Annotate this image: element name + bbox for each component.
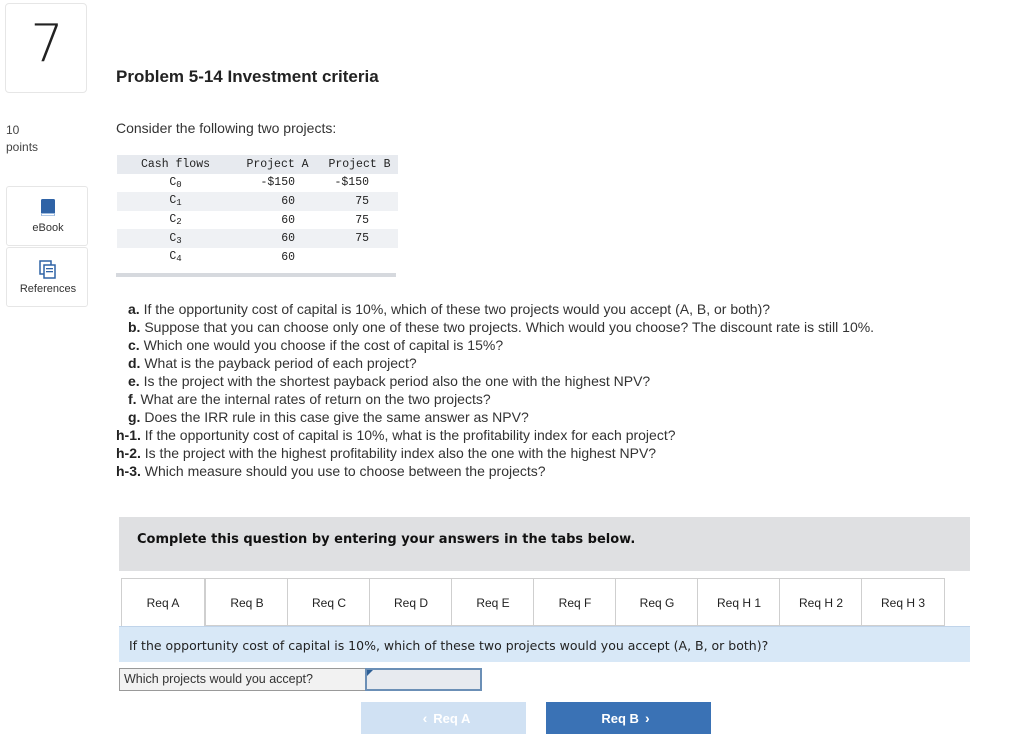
question-item: b. Suppose that you can choose only one of these two projects. Which would you choose? The discount rate is still 10%. [128, 319, 875, 335]
dropdown-indicator-icon [367, 670, 373, 676]
tab-req-h3[interactable]: Req H 3 [861, 578, 945, 626]
tab-req-f[interactable]: Req F [533, 578, 617, 626]
project-b-value: -$150 [334, 176, 369, 190]
previous-req-button[interactable] [361, 702, 526, 734]
question-item: d. What is the payback period of each project? [128, 355, 417, 371]
answer-label: Which projects would you accept? [119, 668, 366, 691]
book-icon [38, 198, 58, 218]
tab-req-e[interactable]: Req E [451, 578, 535, 626]
tab-req-a[interactable]: Req A [121, 578, 205, 627]
instructions-banner [119, 517, 970, 571]
question-item: e. Is the project with the shortest payback period also the one with the highest NPV? [128, 373, 651, 389]
ebook-button[interactable] [6, 186, 88, 246]
question-item: h-2. Is the project with the highest profitability index also the one with the highest NPV? [116, 445, 657, 461]
table-divider [116, 273, 396, 277]
question-number: 7 [30, 14, 64, 74]
points-value: 10 [6, 123, 20, 137]
table-row [117, 174, 398, 193]
points-info [6, 122, 38, 156]
previous-req-label: Req A [433, 711, 471, 726]
question-number-box [5, 3, 87, 93]
project-a-value: 60 [281, 250, 295, 264]
next-req-label: Req B [601, 711, 639, 726]
points-label: points [6, 140, 39, 154]
project-a-value: 60 [281, 232, 295, 246]
tab-prompt-panel [119, 626, 970, 662]
project-b-value [321, 248, 398, 267]
tab-req-h1[interactable]: Req H 1 [697, 578, 781, 626]
question-item: g. Does the IRR rule in this case give the same answer as NPV? [128, 409, 529, 425]
project-a-value: 60 [281, 213, 295, 227]
header-cash-flows: Cash flows [140, 157, 210, 171]
row-label: $C_4$ [169, 250, 182, 265]
question-item: h-1. If the opportunity cost of capital is 10%, what is the profitability index for each project? [116, 427, 676, 443]
table-row [117, 229, 398, 248]
header-project-a: Project A [246, 157, 309, 171]
question-item: f. What are the internal rates of return on the two projects? [128, 391, 491, 407]
row-label: $C_1$ [169, 194, 182, 209]
ebook-label: eBook [32, 222, 64, 234]
instructions-text: Complete this question by entering your answers in the tabs below. [137, 532, 636, 547]
chevron-right-icon: › [644, 710, 650, 726]
header-project-b: Project B [328, 157, 391, 171]
table-row [117, 248, 398, 267]
tab-req-b[interactable]: Req B [205, 578, 289, 626]
table-header-row [117, 155, 398, 174]
row-label: $C_0$ [169, 175, 182, 190]
answer-dropdown[interactable] [365, 668, 482, 691]
project-b-value: 75 [355, 232, 369, 246]
row-label: $C_3$ [169, 231, 182, 246]
next-req-button[interactable] [546, 702, 711, 734]
project-a-value: -$150 [260, 176, 295, 190]
table-row [117, 192, 398, 211]
problem-title: Problem 5-14 Investment criteria [116, 67, 379, 86]
tab-prompt-text: If the opportunity cost of capital is 10%, which of these two projects would you accept (A, B, or both)? [129, 638, 769, 653]
project-b-value: 75 [355, 194, 369, 208]
project-a-value: 60 [281, 194, 295, 208]
chevron-left-icon: ‹ [422, 710, 428, 726]
tab-req-c[interactable]: Req C [287, 578, 371, 626]
question-item: a. If the opportunity cost of capital is 10%, which of these two projects would you accept (A, B, or both)? [128, 301, 771, 317]
tab-req-h2[interactable]: Req H 2 [779, 578, 863, 626]
question-list [116, 300, 874, 480]
row-label: $C_2$ [169, 213, 182, 228]
question-item: h-3. Which measure should you use to choose between the projects? [116, 463, 546, 479]
documents-icon [38, 259, 58, 279]
references-label: References [19, 283, 77, 295]
tab-req-d[interactable]: Req D [369, 578, 453, 626]
references-button[interactable] [6, 247, 88, 307]
problem-intro: Consider the following two projects: [116, 120, 337, 136]
table-row [117, 211, 398, 230]
tab-req-g[interactable]: Req G [615, 578, 699, 626]
question-item: c. Which one would you choose if the cost of capital is 15%? [128, 337, 504, 353]
cash-flow-table [117, 155, 398, 267]
project-b-value: 75 [355, 213, 369, 227]
